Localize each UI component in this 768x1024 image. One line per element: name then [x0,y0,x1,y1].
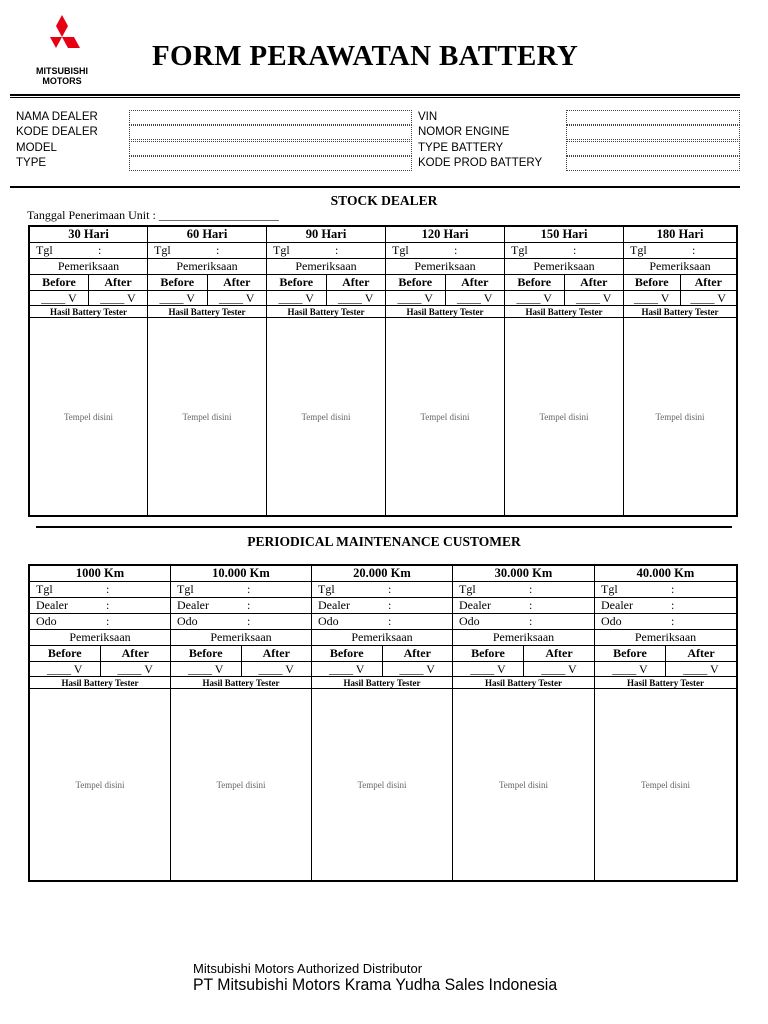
tempel-area[interactable]: Tempel disini [498,779,549,790]
field-colon: : [529,614,533,628]
column-title: 20.000 Km [312,566,452,582]
field-label: Dealer [601,598,633,612]
header-label-left: TYPE [16,157,47,169]
before-after-header-right: After [121,646,149,660]
field-label: Tgl [318,582,335,596]
before-after-header-right: After [262,646,290,660]
battery-tester-label: Hasil Battery Tester [171,677,311,689]
header-input-right[interactable] [566,110,740,125]
field-colon: : [529,582,533,596]
battery-tester-label: Hasil Battery Tester [453,677,594,689]
field-colon: : [106,614,110,628]
voltage-input-left[interactable]: ____ V [386,291,446,305]
stock-column [148,227,267,515]
pemeriksaan-label: Pemeriksaan [171,630,311,646]
field-colon: : [106,582,110,596]
voltage-input-right[interactable]: ____ V [399,661,435,676]
voltage-input-left[interactable]: ____ V [30,291,89,305]
before-after-header-left: Before [386,275,446,290]
voltage-input-right[interactable]: ____ V [457,290,493,305]
voltage-input [505,291,623,306]
battery-tester-label: Hasil Battery Tester [267,306,385,318]
field-row[interactable] [595,582,736,598]
header-divider [10,186,740,188]
periodic-column [312,566,453,880]
field-colon: : [247,582,251,596]
footer-company: PT Mitsubishi Motors Krama Yudha Sales Indonesia [193,975,558,994]
voltage-input [312,662,452,677]
stock-column [624,227,736,515]
battery-tester-label: Hasil Battery Tester [30,677,170,689]
before-after-header [595,646,736,662]
header-input-left[interactable] [129,110,412,125]
before-after-header-right: After [104,275,132,289]
field-label: Odo [177,614,198,628]
before-after-header-right: After [580,275,608,289]
form-title: FORM PERAWATAN BATTERY [152,40,579,72]
tempel-area[interactable]: Tempel disini [357,779,407,790]
periodic-column [171,566,312,880]
tempel-area[interactable]: Tempel disini [655,411,705,422]
before-after-header [386,275,504,291]
voltage-input [267,291,385,306]
brand-text-line2: MOTORS [42,76,82,86]
field-colon: : [671,582,675,596]
column-title: 120 Hari [386,227,504,243]
field-colon: : [692,243,696,257]
voltage-input-left[interactable]: ____ V [453,662,524,676]
header-input-right[interactable] [566,125,740,140]
voltage-input-left[interactable]: ____ V [595,662,666,676]
column-title: 30 Hari [30,227,147,243]
field-row[interactable] [312,582,452,598]
before-after-header-left: Before [595,646,666,661]
pemeriksaan-label: Pemeriksaan [386,259,504,275]
voltage-input-left[interactable]: ____ V [312,662,383,676]
voltage-input-right[interactable]: ____ V [219,290,255,305]
field-label: Tgl [36,582,53,596]
column-title: 1000 Km [30,566,170,582]
section-divider [36,526,732,528]
battery-tester-label: Hasil Battery Tester [148,306,266,318]
before-after-header-right: After [545,646,573,660]
brand-text-line1: MITSUBISHI [35,66,88,76]
field-label: Dealer [459,598,491,612]
voltage-input-left[interactable]: ____ V [505,291,565,305]
voltage-input-right[interactable]: ____ V [690,290,726,305]
voltage-input-right[interactable]: ____ V [683,661,719,676]
voltage-input [624,291,736,306]
stock-dealer-grid [28,225,738,517]
tempel-area[interactable]: Tempel disini [182,411,232,422]
before-after-header-left: Before [505,275,565,290]
header-label-left: KODE DEALER [16,126,98,138]
before-after-header [312,646,452,662]
voltage-input [453,662,594,677]
before-after-header-right: After [403,646,431,660]
tempel-area[interactable]: Tempel disini [216,779,266,790]
header-input-left[interactable] [129,141,412,156]
voltage-input-right[interactable]: ____ V [117,661,153,676]
field-row[interactable] [30,243,147,259]
field-row[interactable] [624,243,736,259]
before-after-header-right: After [223,275,251,289]
header-label-left: NAMA DEALER [16,111,98,123]
battery-tester-label: Hasil Battery Tester [386,306,504,318]
stock-dealer-title: STOCK DEALER [330,193,438,208]
tanggal-label: Tanggal Penerimaan Unit : [27,208,156,222]
field-label: Tgl [154,243,171,257]
before-after-header [453,646,594,662]
header-input-right[interactable] [566,141,740,156]
voltage-input [30,662,170,677]
field-row[interactable] [30,614,170,630]
pemeriksaan-label: Pemeriksaan [30,259,147,275]
field-colon: : [106,598,110,612]
column-title: 150 Hari [505,227,623,243]
field-row[interactable] [595,614,736,630]
pemeriksaan-label: Pemeriksaan [505,259,623,275]
before-after-header-right: After [342,275,370,289]
battery-tester-label: Hasil Battery Tester [624,306,736,318]
pemeriksaan-label: Pemeriksaan [453,630,594,646]
field-row[interactable] [386,243,504,259]
voltage-input [171,662,311,677]
tempel-area[interactable]: Tempel disini [63,411,114,422]
voltage-input-right[interactable]: ____ V [338,290,374,305]
field-colon: : [98,243,102,257]
voltage-input [595,662,736,677]
voltage-input-right[interactable]: ____ V [100,290,136,305]
header-label-right: VIN [418,111,438,123]
field-label: Tgl [601,582,618,596]
pemeriksaan-label: Pemeriksaan [312,630,452,646]
periodic-column [595,566,736,880]
before-after-header-left: Before [30,646,101,661]
field-row[interactable] [453,598,594,614]
field-colon: : [454,243,458,257]
before-after-header-left: Before [148,275,208,290]
tempel-area[interactable]: Tempel disini [640,779,691,790]
voltage-input-left[interactable]: ____ V [148,291,208,305]
three-diamonds-icon [36,14,88,62]
tempel-area[interactable]: Tempel disini [75,779,125,790]
battery-tester-label: Hasil Battery Tester [595,677,736,689]
field-row[interactable] [595,598,736,614]
voltage-input [386,291,504,306]
field-label: Odo [36,614,57,628]
title-divider-thin [10,97,740,98]
field-row[interactable] [171,598,311,614]
field-row[interactable] [171,582,311,598]
before-after-header-left: Before [624,275,681,290]
periodic-maintenance-grid [28,564,738,882]
field-colon: : [388,598,392,612]
tanggal-penerimaan [27,208,279,223]
field-label: Tgl [392,243,409,257]
field-label: Tgl [177,582,194,596]
field-row[interactable] [453,614,594,630]
before-after-header-left: Before [30,275,89,290]
field-colon: : [529,598,533,612]
pemeriksaan-label: Pemeriksaan [595,630,736,646]
before-after-header-right: After [461,275,489,289]
field-row[interactable] [30,582,170,598]
before-after-header [267,275,385,291]
field-row[interactable] [148,243,266,259]
column-title: 10.000 Km [171,566,311,582]
field-label: Dealer [36,598,68,612]
before-after-header [30,646,170,662]
tanggal-blank[interactable]: ____________________ [158,208,279,222]
voltage-input-left[interactable]: ____ V [30,662,101,676]
before-after-header [171,646,311,662]
field-colon: : [573,243,577,257]
stock-column [386,227,505,515]
before-after-header-right: After [687,646,715,660]
pemeriksaan-label: Pemeriksaan [148,259,266,275]
field-label: Tgl [511,243,528,257]
voltage-input-right[interactable]: ____ V [258,661,294,676]
battery-tester-label: Hasil Battery Tester [312,677,452,689]
field-row[interactable] [505,243,623,259]
field-label: Tgl [630,243,647,257]
before-after-header [30,275,147,291]
before-after-header [624,275,736,291]
voltage-input-left[interactable]: ____ V [267,291,327,305]
header-input-left[interactable] [129,125,412,140]
field-row[interactable] [30,598,170,614]
column-title: 40.000 Km [595,566,736,582]
voltage-input-right[interactable]: ____ V [541,661,577,676]
column-title: 180 Hari [624,227,736,243]
voltage-input-left[interactable]: ____ V [171,662,242,676]
battery-tester-label: Hasil Battery Tester [30,306,147,318]
periodic-maintenance-title: PERIODICAL MAINTENANCE CUSTOMER [247,534,521,549]
tempel-area[interactable]: Tempel disini [301,411,351,422]
mitsubishi-logo [24,14,100,94]
field-label: Odo [459,614,480,628]
periodic-column [30,566,171,880]
field-label: Odo [601,614,622,628]
before-after-header-left: Before [453,646,524,661]
pemeriksaan-label: Pemeriksaan [30,630,170,646]
footer-distributor: Mitsubishi Motors Authorized Distributor [193,961,423,976]
stock-column [30,227,148,515]
header-label-left: MODEL [16,142,57,154]
column-title: 30.000 Km [453,566,594,582]
before-after-header-right: After [694,275,722,289]
field-colon: : [247,614,251,628]
voltage-input [30,291,147,306]
field-colon: : [671,614,675,628]
field-label: Tgl [273,243,290,257]
pemeriksaan-label: Pemeriksaan [267,259,385,275]
field-label: Dealer [318,598,350,612]
field-row[interactable] [453,582,594,598]
before-after-header [148,275,266,291]
field-colon: : [388,582,392,596]
field-row[interactable] [312,614,452,630]
header-label-right: TYPE BATTERY [418,142,504,154]
before-after-header-left: Before [267,275,327,290]
stock-column [505,227,624,515]
column-title: 90 Hari [267,227,385,243]
field-label: Tgl [459,582,476,596]
header-label-right: KODE PROD BATTERY [418,157,543,169]
header-input-right[interactable] [566,156,740,171]
before-after-header-left: Before [312,646,383,661]
field-row[interactable] [267,243,385,259]
periodic-column [453,566,595,880]
before-after-header-left: Before [171,646,242,661]
pemeriksaan-label: Pemeriksaan [624,259,736,275]
field-colon: : [388,614,392,628]
tempel-area[interactable]: Tempel disini [420,411,470,422]
field-colon: : [216,243,220,257]
field-colon: : [671,598,675,612]
before-after-header [505,275,623,291]
header-input-left[interactable] [129,156,412,171]
title-divider [10,94,740,96]
header-label-right: NOMOR ENGINE [418,126,510,138]
field-colon: : [335,243,339,257]
column-title: 60 Hari [148,227,266,243]
voltage-input-right[interactable]: ____ V [576,290,612,305]
field-row[interactable] [312,598,452,614]
field-label: Dealer [177,598,209,612]
field-label: Tgl [36,243,53,257]
battery-tester-label: Hasil Battery Tester [505,306,623,318]
voltage-input-left[interactable]: ____ V [624,291,681,305]
stock-column [267,227,386,515]
voltage-input [148,291,266,306]
field-row[interactable] [171,614,311,630]
field-label: Odo [318,614,339,628]
tempel-area[interactable]: Tempel disini [539,411,589,422]
field-colon: : [247,598,251,612]
